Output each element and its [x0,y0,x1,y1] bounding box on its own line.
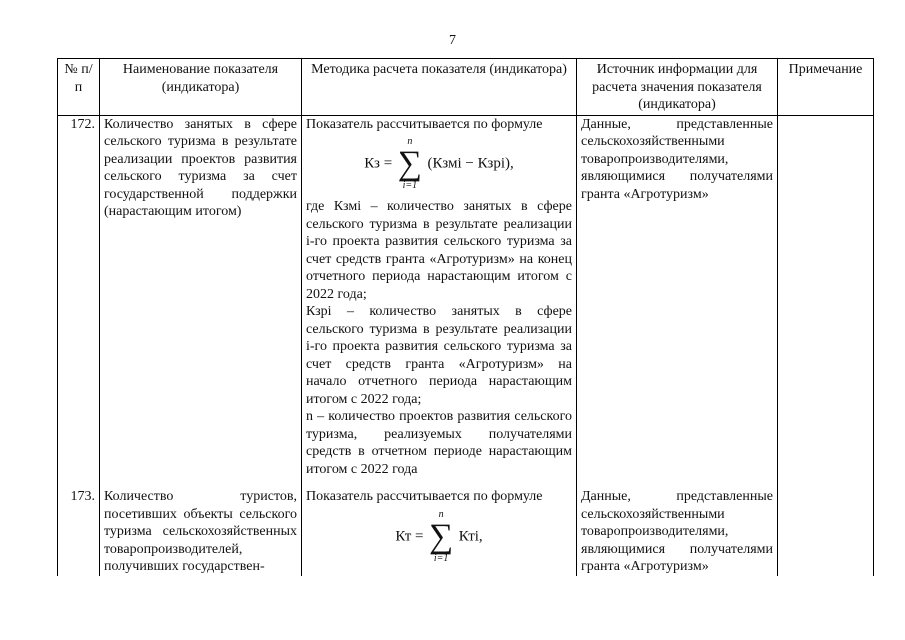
method-cell [302,115,577,488]
method-intro: Показатель рассчитывается по формуле [306,489,543,504]
sum-upper-limit: n [438,508,444,520]
note-cell [778,488,874,576]
header-note: Примечание [778,59,874,116]
source-cell: Данные, представленные сельскохозяйственными товаропроизводителями, являющимися получателями гранта «Агротуризм» [577,115,778,488]
method-paragraph: Кзрi – количество занятых в сфере сельского туризма в результате реализации i-го проекта развития сельского туризма за счет средств гранта «Агротуризм» на начало отчетного периода нарастающим итогом с 2022 года; [306,304,572,407]
header-source: Источник информации для расчета значения показателя (индикатора) [577,59,778,116]
formula-rhs: Ктi, [458,527,483,544]
formula [306,509,572,565]
indicator-name: Количество туристов, посетивших объекты сельского туризма сельскохозяйственных товаропроизводителей, получивших государствен- [100,488,302,576]
sum-symbol: n ∑ i=1 [397,136,422,191]
sum-upper-limit: n [407,136,413,147]
formula-rhs: (Кзмi − Кзрi), [427,155,514,172]
header-num: № п/п [58,59,100,116]
method-paragraph: n – количество проектов развития сельского туризма, реализуемых получателями средств в отчетном периоде нарастающим итогом с 2022 года [306,409,572,477]
method-cell [302,488,577,576]
page-number: 7 [449,33,456,48]
sum-symbol: n ∑ i=1 [429,508,454,564]
header-name: Наименование показателя (индикатора) [100,59,302,116]
sum-lower-limit: i=1 [402,180,418,191]
indicator-table [57,58,874,576]
table-header-row [58,59,874,116]
row-number: 172. [58,115,100,488]
formula-lhs: Кт = [395,527,424,544]
table-row [58,488,874,576]
row-number: 173. [58,488,100,576]
note-cell [778,115,874,488]
method-paragraph: где Кзмi – количество занятых в сфере сельского туризма в результате реализации i-го проекта развития сельского туризма за счет средств гранта «Агротуризм» на конец отчетного периода нарастающим итогом с 2022 года; [306,199,572,302]
method-intro: Показатель рассчитывается по формуле [306,116,543,132]
header-method: Методика расчета показателя (индикатора) [302,59,577,116]
sum-lower-limit: i=1 [433,552,449,564]
formula [306,136,572,192]
indicator-name: Количество занятых в сфере сельского туризма в результате реализации проектов развития сельского туризма за счет государственной поддержки (нарастающим итогом) [100,115,302,488]
source-cell: Данные, представленные сельскохозяйственными товаропроизводителями, являющимися получателями гранта «Агротуризм» [577,488,778,576]
table-row [58,115,874,488]
formula-lhs: Кз = [364,155,393,172]
